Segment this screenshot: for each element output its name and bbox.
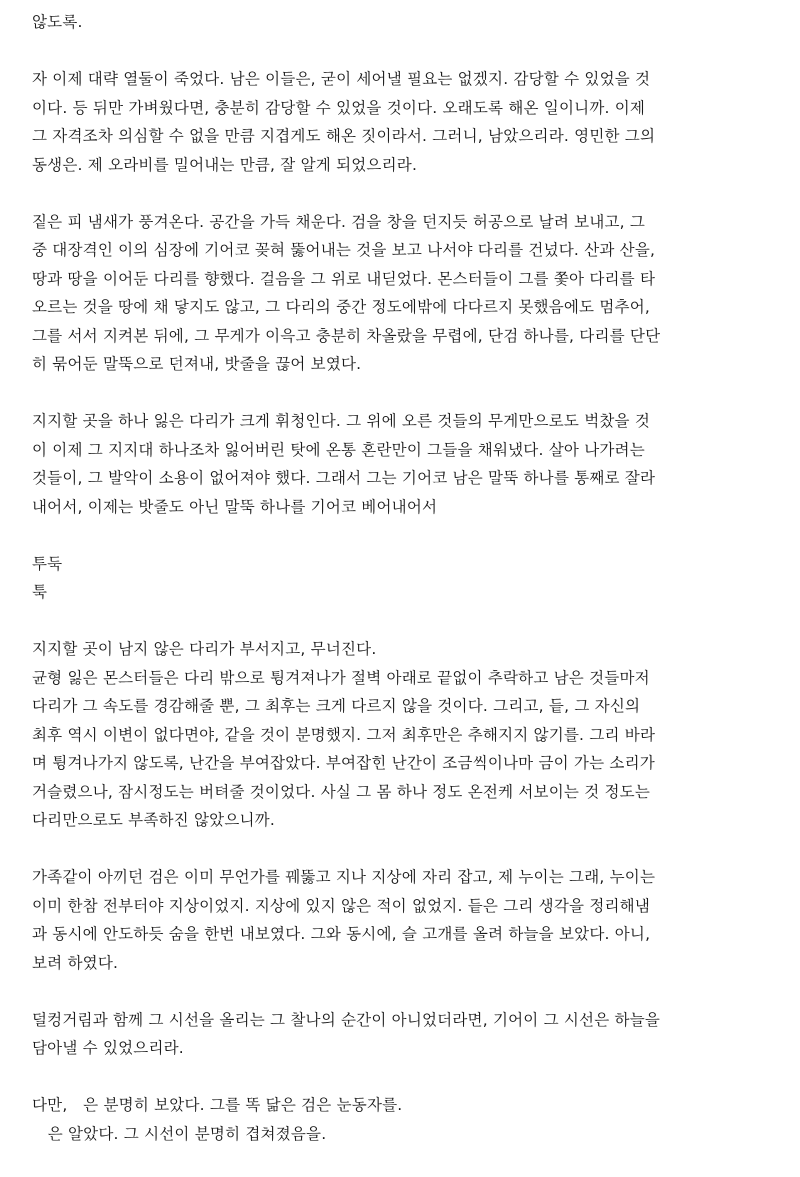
paragraph bbox=[32, 635, 768, 835]
paragraph bbox=[32, 550, 768, 607]
text-line: 히 묶어둔 말뚝으로 던져내, 밧줄을 끊어 보였다. bbox=[32, 355, 362, 373]
paragraph bbox=[32, 863, 768, 977]
paragraph bbox=[32, 1006, 768, 1063]
text-line: 가족같이 아끼던 검은 이미 무언가를 꿰뚫고 지나 지상에 자리 잡고, 제 누이는 그래, 누이는 bbox=[32, 868, 656, 886]
paragraph bbox=[32, 208, 768, 379]
text-line: 이 이제 그 지지대 하나조차 잃어버린 탓에 온통 혼란만이 그들을 채워냈다. 살아 나가려는 bbox=[32, 440, 645, 459]
text-line: 그 자격조차 의심할 수 없을 만큼 지겹게도 해온 짓이라서. 그러니, 남았으리라. 영민한 그의 bbox=[32, 127, 656, 145]
text-line: 동생은. 제 오라비를 밀어내는 만큼, 잘 알게 되었으리라. bbox=[32, 155, 418, 174]
text-line: 다만, 은 분명히 보았다. 그를 똑 닮은 검은 눈동자를. bbox=[32, 1096, 403, 1114]
text-line: 다리만으로도 부족하진 않았으니까. bbox=[32, 811, 275, 829]
text-line: 균형 잃은 몬스터들은 다리 밖으로 튕겨져나가 절벽 아래로 끝없이 추락하고 남은 것들마저 bbox=[32, 668, 650, 687]
text-line: 땅과 땅을 이어둔 다리를 향했다. 걸음을 그 위로 내딛었다. 몬스터들이 그를 쫓아 다리를 타 bbox=[32, 269, 656, 288]
text-line: 짙은 피 냄새가 풍겨온다. 공간을 가득 채운다. 검을 창을 던지듯 허공으로 날려 보내고, 그 bbox=[32, 212, 646, 231]
text-line: 은 알았다. 그 시선이 분명히 겹쳐졌음을. bbox=[32, 1124, 327, 1143]
text-line: 며 튕겨나가지 않도록, 난간을 부여잡았다. 부여잡힌 난간이 조금씩이나마 금이 가는 소리가 bbox=[32, 754, 655, 772]
text-line: 투둑 bbox=[32, 554, 63, 573]
text-line: 그를 서서 지켜본 뒤에, 그 무게가 이윽고 충분히 차올랐을 무렵에, 단검 하나를, 다리를 단단 bbox=[32, 326, 661, 345]
text-line: 지지할 곳이 남지 않은 다리가 부서지고, 무너진다. bbox=[32, 640, 377, 658]
text-line: 과 동시에 안도하듯 숨을 한번 내보였다. 그와 동시에, 슬 고개를 올려 하늘을 보았다. 아니, bbox=[32, 925, 651, 943]
text-line: 오르는 것을 땅에 채 닿지도 않고, 그 다리의 중간 정도에밖에 다다르지 못했음에도 멈추어, bbox=[32, 298, 651, 316]
text-line: 담아낼 수 있었으리라. bbox=[32, 1039, 184, 1057]
text-line: 것들이, 그 발악이 소용이 없어져야 했다. 그래서 그는 기어코 남은 말뚝 하나를 통째로 잘라 bbox=[32, 469, 656, 487]
text-line: 내어서, 이제는 밧줄도 아닌 말뚝 하나를 기어코 베어내어서 bbox=[32, 497, 438, 516]
text-line: 다리가 그 속도를 경감해줄 뿐, 그 최후는 크게 다르지 않을 것이다. 그리고, 듵, 그 자신의 bbox=[32, 697, 641, 715]
text-line: 않도록. bbox=[32, 13, 83, 31]
text-line: 자 이제 대략 열둘이 죽었다. 남은 이들은, 굳이 세어낼 필요는 없겠지. 감당할 수 있었을 것 bbox=[32, 70, 651, 88]
text-line: 이다. 등 뒤만 가벼웠다면, 충분히 감당할 수 있었을 것이다. 오래도록 해온 일이니까. 이제 bbox=[32, 98, 646, 117]
paragraph bbox=[32, 8, 768, 37]
text-line: 보려 하였다. bbox=[32, 953, 119, 972]
paragraph bbox=[32, 65, 768, 179]
paragraph bbox=[32, 407, 768, 521]
text-line: 툭 bbox=[32, 583, 48, 601]
text-line: 거슬렸으나, 잠시정도는 버텨줄 것이었다. 사실 그 몸 하나 정도 온전케 서보이는 것 정도는 bbox=[32, 782, 651, 801]
text-line: 최후 역시 이변이 없다면야, 같을 것이 분명했지. 그저 최후만은 추해지지 않기를. 그리 바라 bbox=[32, 725, 656, 744]
text-line: 중 대장격인 이의 심장에 기어코 꽂혀 뚫어내는 것을 보고 나서야 다리를 건넜다. 산과 산을, bbox=[32, 241, 656, 259]
document-page bbox=[32, 8, 768, 1177]
text-line: 이미 한참 전부터야 지상이었지. 지상에 있지 않은 적이 없었지. 듵은 그리 생각을 정리해냄 bbox=[32, 896, 651, 915]
paragraph bbox=[32, 1091, 768, 1148]
text-line: 덜컹거림과 함께 그 시선을 올리는 그 찰나의 순간이 아니었더라면, 기어이 그 시선은 하늘을 bbox=[32, 1010, 661, 1029]
text-line: 지지할 곳을 하나 잃은 다리가 크게 휘청인다. 그 위에 오른 것들의 무게만으로도 벅찼을 것 bbox=[32, 412, 651, 430]
